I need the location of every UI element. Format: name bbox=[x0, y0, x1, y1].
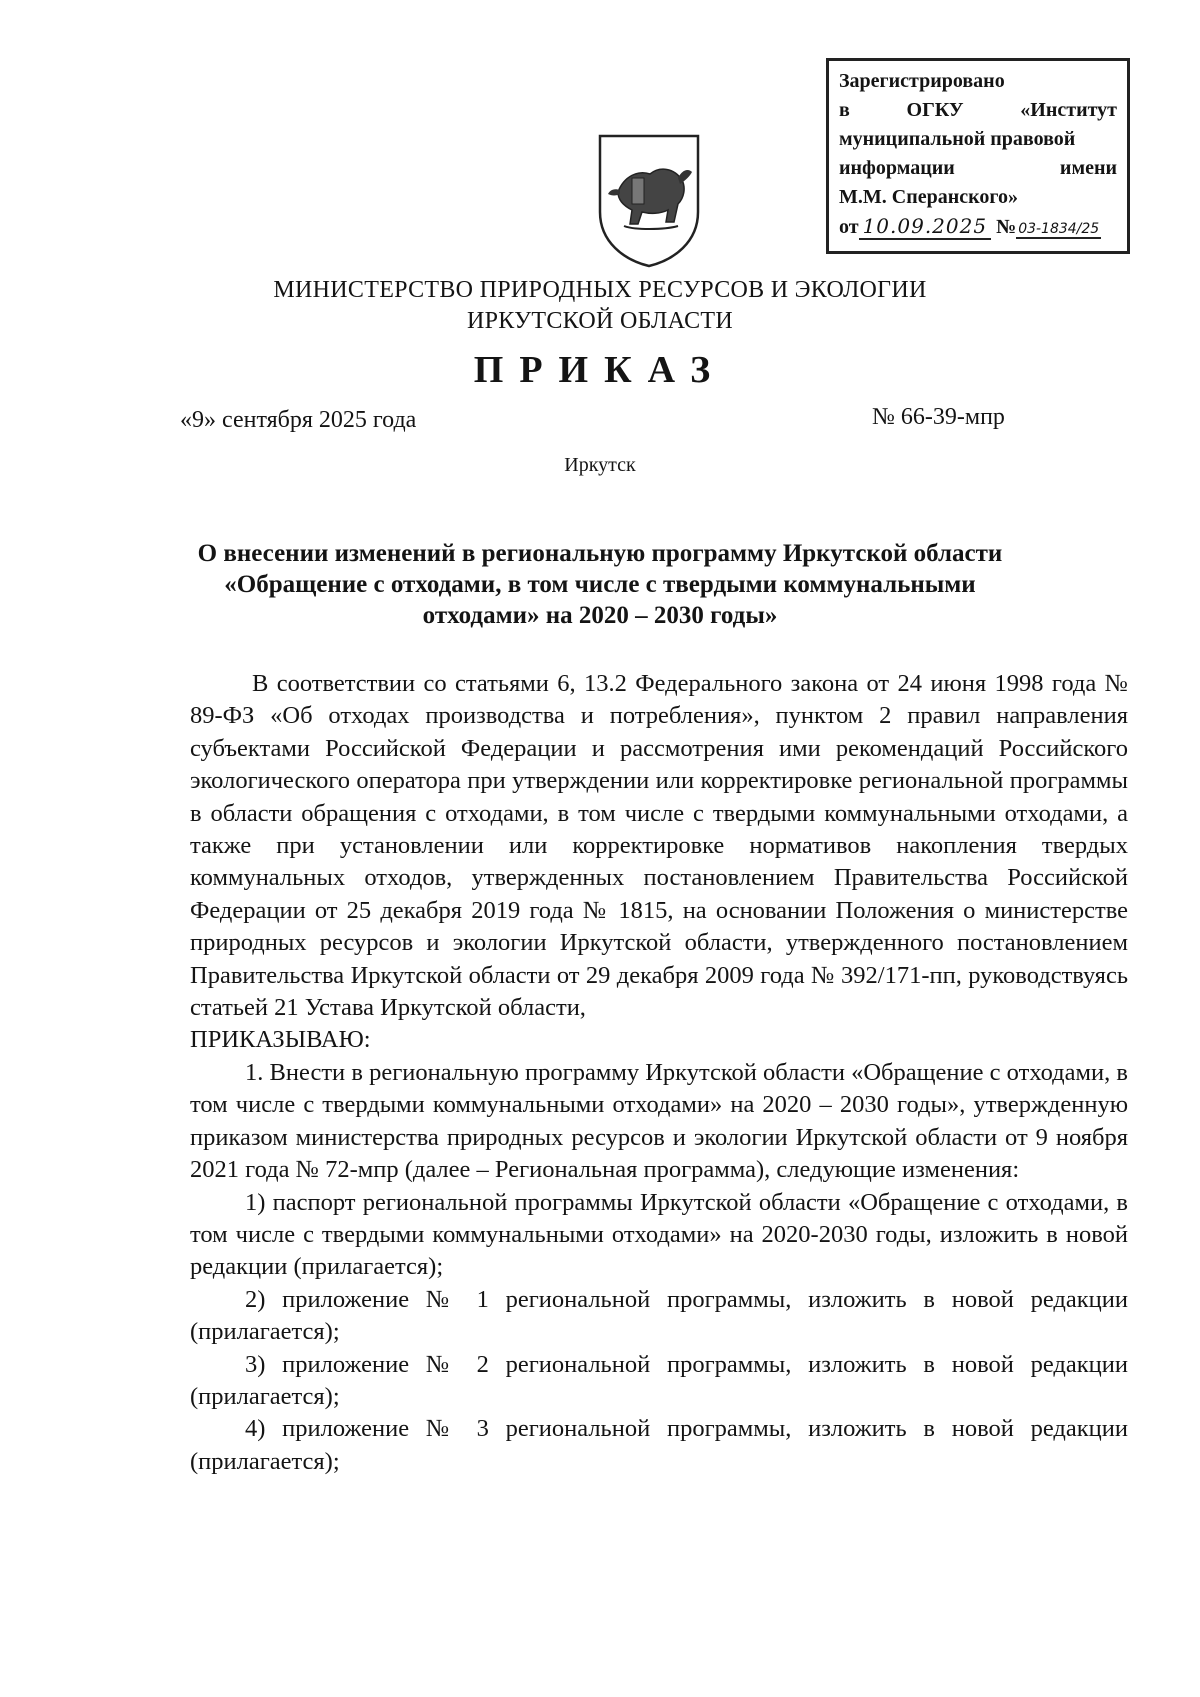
stamp-line-speransky: М.М. Сперанского» bbox=[839, 186, 1018, 208]
order-city: Иркутск bbox=[564, 454, 636, 476]
subitem-2-paragraph: 2) приложение № 1 региональной программы, изложить в новой редакции (прилагается); bbox=[190, 1285, 1128, 1346]
registration-stamp bbox=[826, 58, 1130, 254]
document-type-heading: ПРИКАЗ bbox=[473, 349, 727, 391]
coat-of-arms-icon bbox=[594, 130, 704, 270]
order-body bbox=[190, 668, 1128, 1478]
ministry-name-line1: МИНИСТЕРСТВО ПРИРОДНЫХ РЕСУРСОВ И ЭКОЛОГИИ bbox=[273, 277, 927, 303]
order-title bbox=[160, 538, 1040, 631]
stamp-line-date-number bbox=[839, 212, 1117, 244]
stamp-number-value: 03-1834/25 bbox=[1018, 221, 1100, 237]
order-title-line3: отходами» на 2020 – 2030 годы» bbox=[422, 602, 778, 629]
item-1-paragraph: 1. Внести в региональную программу Иркутской области «Обращение с отходами, в том числе с твердыми коммунальными отходами» на 2020 – 2030 годы», утвержденную приказом министерства природных ресурсов и экологии Иркутской области от 9 ноября 2021 года № 72-мпр (далее – Региональная программа), следующие изменения: bbox=[190, 1058, 1128, 1184]
stamp-line-municipal: муниципальной правовой bbox=[839, 128, 1076, 150]
stamp-word-ogku: ОГКУ bbox=[906, 99, 964, 121]
order-title-line2: «Обращение с отходами, в том числе с твердыми коммунальными bbox=[224, 571, 976, 598]
subitem-1-paragraph: 1) паспорт региональной программы Иркутской области «Обращение с отходами, в том числе с твердыми коммунальными отходами» на 2020-2030 годы, изложить в новой редакции (прилагается); bbox=[190, 1188, 1128, 1281]
stamp-date-value: 10.09.2025 bbox=[859, 214, 992, 240]
stamp-word-information: информации bbox=[839, 157, 955, 179]
order-word: ПРИКАЗЫВАЮ: bbox=[190, 1026, 371, 1054]
subitem-3-paragraph: 3) приложение № 2 региональной программы, изложить в новой редакции (прилагается); bbox=[190, 1350, 1128, 1410]
stamp-line-institution bbox=[839, 96, 1117, 125]
stamp-word-named: имени bbox=[1059, 157, 1117, 179]
stamp-word-institute: «Институт bbox=[1020, 99, 1117, 121]
stamp-from-label: от bbox=[839, 216, 859, 238]
ministry-name-line2: ИРКУТСКОЙ ОБЛАСТИ bbox=[467, 308, 733, 334]
preamble-paragraph: В соответствии со статьями 6, 13.2 Федерального закона от 24 июня 1998 года № 89-ФЗ «Об отходах производства и потребления», пунктом 2 правил направления субъектами Российской Федерации и рассмотрения ими рекомендаций Российского экологического оператора при утверждении или корректировке региональной программы в области обращения с отходами, в том числе с твердыми коммунальными отходами, а также при установлении или корректировке нормативов накопления твердых коммунальных отходов, утвержденных постановлением Правительства Российской Федерации от 25 декабря 2019 года № 1815, на основании Положения о министерстве природных ресурсов и экологии Иркутской области, утвержденного постановлением Правительства Иркутской области от 29 декабря 2009 года № 392/171-пп, руководствуясь статьей 21 Устава Иркутской области, bbox=[190, 670, 1128, 1022]
stamp-line-registered: Зарегистрировано bbox=[839, 70, 1005, 92]
stamp-line-information bbox=[839, 154, 1117, 183]
order-title-line1: О внесении изменений в региональную программу Иркутской области bbox=[197, 540, 1003, 567]
stamp-number-label: № bbox=[996, 216, 1017, 238]
stamp-word-in: в bbox=[839, 99, 850, 121]
order-date: «9» сентября 2025 года bbox=[180, 407, 417, 433]
subitem-4-paragraph: 4) приложение № 3 региональной программы, изложить в новой редакции (прилагается); bbox=[190, 1415, 1128, 1475]
order-number: № 66-39-мпр bbox=[872, 404, 1005, 430]
